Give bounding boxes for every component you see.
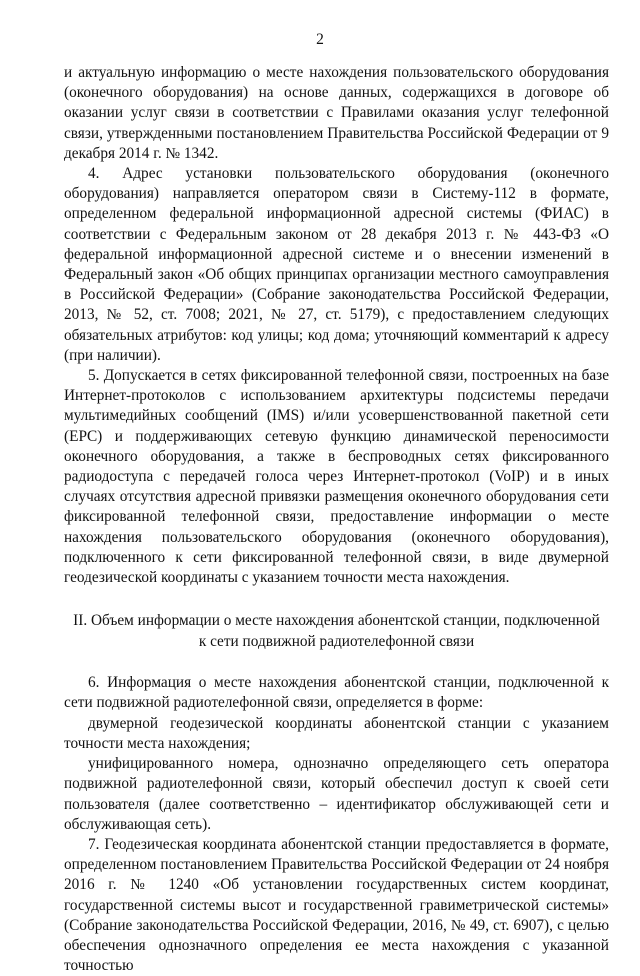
paragraph-7: 7. Геодезическая координата абонентской станции предоставляется в формате, определенном постановлением Правительства Российской Федерации от 24 ноября 2016 г. № 1240 «Об установлении государственных систем координат, государственной системы высот и государственной гравиметрической системы» (Собрание законодательства Российской Федерации, 2016, № 49, ст. 6907), с целью обеспечения однозначного определения ее места нахождения с указанной точностью [64, 835, 609, 975]
document-body [64, 63, 609, 976]
section-heading-line-1: II. Объем информации о месте нахождения абонентской станции, подключенной [73, 612, 600, 630]
list-item-unified-number: унифицированного номера, однозначно определяющего сеть оператора подвижной радиотелефонной связи, который обеспечил доступ к своей сети пользователя (далее соответственно – идентификатор обслуживающей сети и обслуживающая сеть). [64, 755, 609, 833]
section-heading-line-2: к сети подвижной радиотелефонной связи [198, 632, 475, 650]
paragraph-continuation: и актуальную информацию о месте нахождения пользовательского оборудования (оконечного оборудования) на основе данных, содержащихся в договоре об оказании услуг связи в соответствии с Правилами оказания услуг телефонной связи, утвержденными постановлением Правительства Российской Федерации от 9 декабря 2014 г. № 1342. [64, 64, 609, 162]
section-heading [64, 611, 609, 652]
paragraph-5: 5. Допускается в сетях фиксированной телефонной связи, построенных на базе Интернет-протоколов с использованием архитектуры подсистемы передачи мультимедийных сообщений (IMS) и/или усовершенствованной пакетной сети (EPC) и поддерживающих сетевую функцию динамической переносимости оконечного оборудования, а также в беспроводных сетях фиксированного радиодоступа с передачей голоса через Интернет-протокол (VoIP) и в иных случаях отсутствия адресной привязки размещения оконечного оборудования сети фиксированной телефонной связи, предоставление информации о месте нахождения пользовательского оборудования (оконечного оборудования), подключенного к сети фиксированной телефонной связи, в виде двумерной геодезической координаты с указанием точности места нахождения. [64, 367, 609, 587]
paragraph-6: 6. Информация о месте нахождения абонентской станции, подключенной к сети подвижной радиотелефонной связи, определяется в форме: [64, 674, 609, 712]
list-item-coordinate: двумерной геодезической координаты абонентской станции с указанием точности места нахождения; [64, 714, 609, 752]
page-number: 2 [316, 31, 324, 48]
paragraph-4: 4. Адрес установки пользовательского оборудования (оконечного оборудования) направляется оператором связи в Систему-112 в формате, определенном федеральной информационной адресной системы (ФИАС) в соответствии с Федеральным законом от 28 декабря 2013 г. № 443-ФЗ «О федеральной информационной адресной системе и о внесении изменений в Федеральный закон «Об общих принципах организации местного самоуправления в Российской Федерации» (Собрание законодательства Российской Федерации, 2013, № 52, ст. 7008; 2021, № 27, ст. 5179), с предоставлением следующих обязательных атрибутов: код улицы; код дома; уточняющий комментарий к адресу (при наличии). [64, 165, 609, 364]
